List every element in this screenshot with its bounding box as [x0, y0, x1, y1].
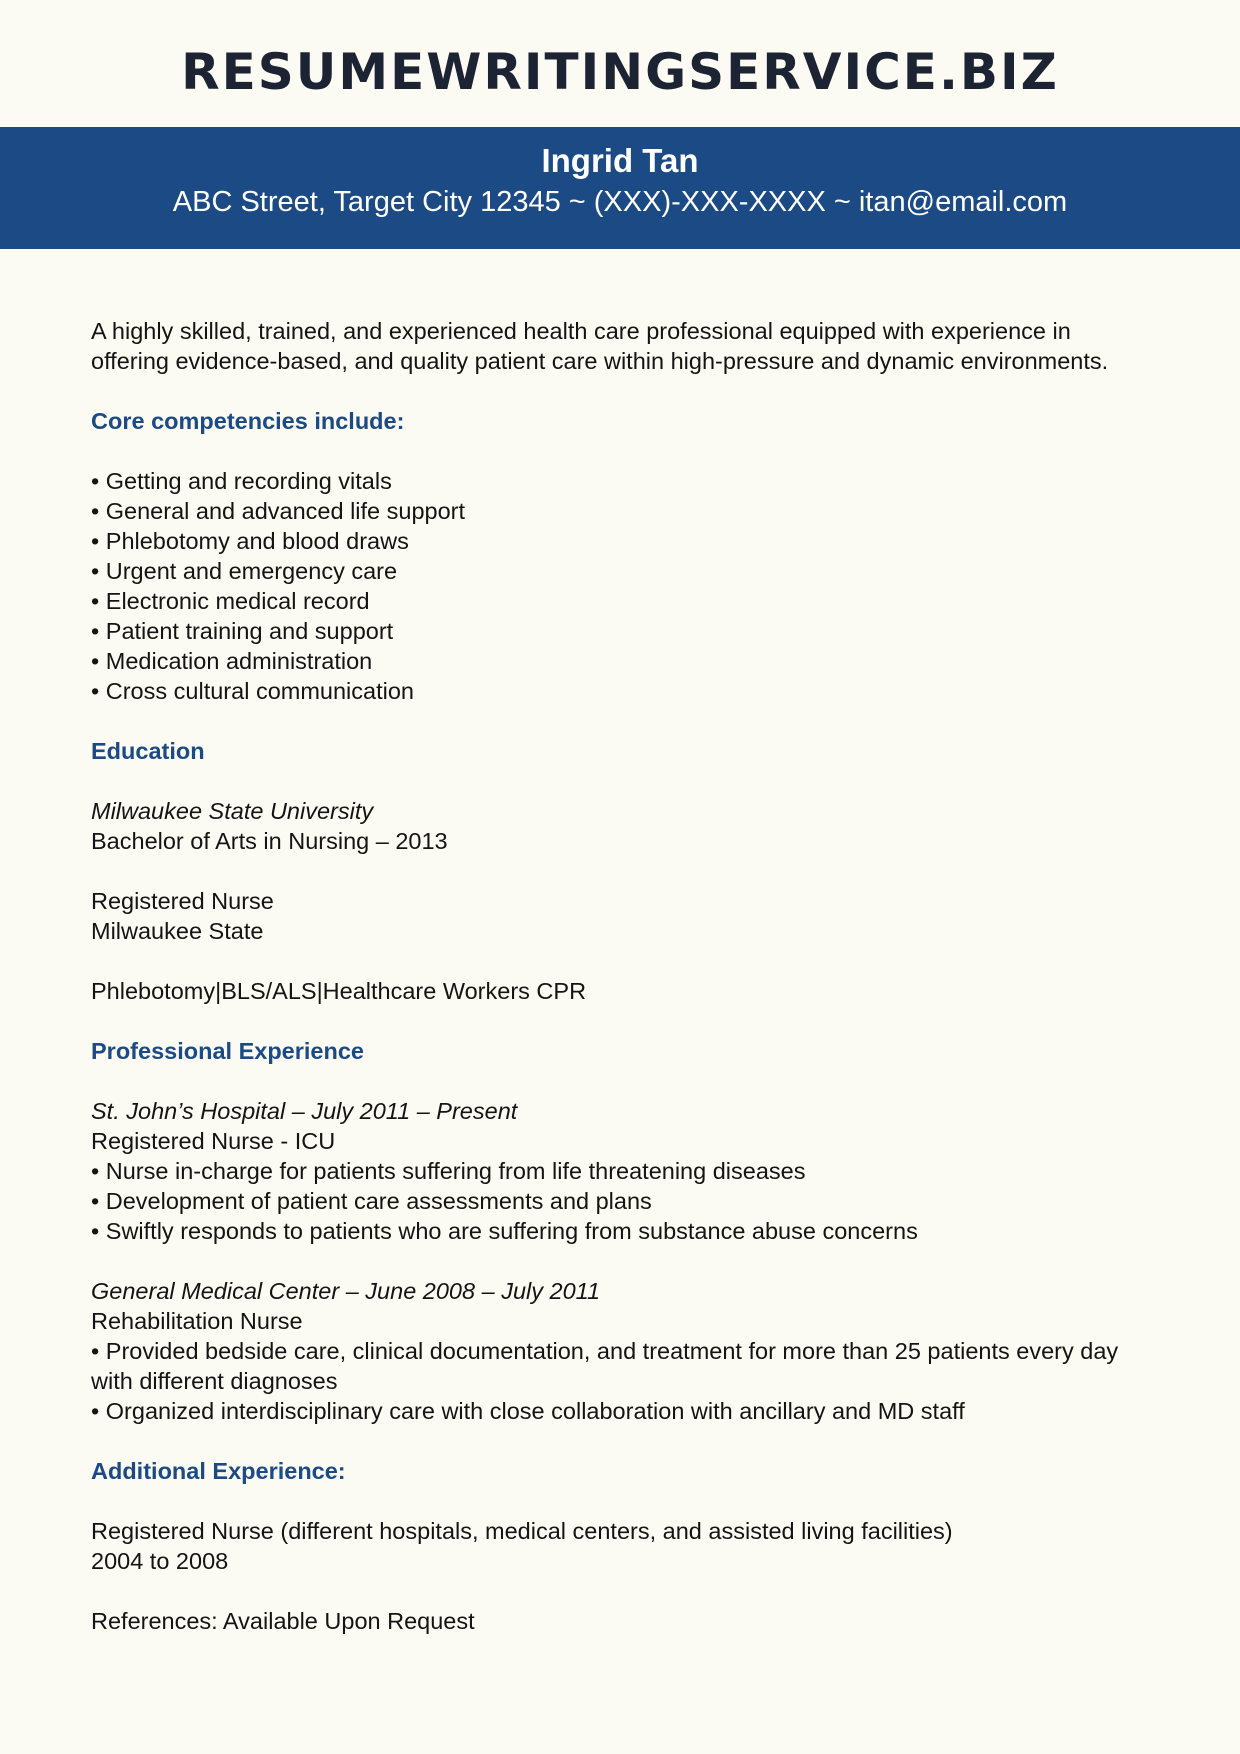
list-item: • Getting and recording vitals [91, 466, 1151, 496]
resume-body [91, 316, 1151, 1636]
competencies-list [91, 466, 1151, 706]
list-item: • Swiftly responds to patients who are suffering from substance abuse concerns [91, 1216, 1151, 1246]
education-certifications: Phlebotomy|BLS/ALS|Healthcare Workers CPR [91, 978, 587, 1004]
list-item: • Organized interdisciplinary care with close collaboration with ancillary and MD staff [91, 1396, 1151, 1426]
job-duties-list [91, 1156, 1151, 1246]
job-duties-list [91, 1336, 1151, 1426]
education-heading: Education [91, 738, 205, 764]
additional-years: 2004 to 2008 [91, 1548, 229, 1574]
education-degree: Bachelor of Arts in Nursing – 2013 [91, 828, 448, 854]
list-item: • Development of patient care assessments and plans [91, 1186, 1151, 1216]
list-item: • Electronic medical record [91, 586, 1151, 616]
list-item: • Phlebotomy and blood draws [91, 526, 1151, 556]
additional-heading: Additional Experience: [91, 1458, 346, 1484]
list-item: • Provided bedside care, clinical documentation, and treatment for more than 25 patients every day with different diagnoses [91, 1336, 1151, 1396]
list-item: • Cross cultural communication [91, 676, 1151, 706]
brand-logo-text: RESUMEWRITINGSERVICE.BIZ [181, 43, 1059, 101]
candidate-name: Ingrid Tan [541, 142, 699, 179]
education-license-place: Milwaukee State [91, 918, 264, 944]
list-item: • Patient training and support [91, 616, 1151, 646]
list-item: • Urgent and emergency care [91, 556, 1151, 586]
experience-heading: Professional Experience [91, 1038, 364, 1064]
education-school: Milwaukee State University [91, 798, 374, 824]
competencies-heading: Core competencies include: [91, 408, 405, 434]
education-license: Registered Nurse [91, 888, 274, 914]
job-employer-dates: St. John’s Hospital – July 2011 – Present [91, 1098, 518, 1124]
list-item: • General and advanced life support [91, 496, 1151, 526]
resume-header [0, 127, 1240, 249]
list-item: • Nurse in-charge for patients suffering from life threatening diseases [91, 1156, 1151, 1186]
job-title: Registered Nurse - ICU [91, 1128, 336, 1154]
additional-role: Registered Nurse (different hospitals, medical centers, and assisted living facilities) [91, 1518, 953, 1544]
references-line: References: Available Upon Request [91, 1608, 475, 1634]
summary-paragraph: A highly skilled, trained, and experienced health care professional equipped with experience in offering evidence-based, and quality patient care within high-pressure and dynamic environments. [91, 318, 1109, 374]
job-title: Rehabilitation Nurse [91, 1308, 303, 1334]
job-employer-dates: General Medical Center – June 2008 – July 2011 [91, 1278, 601, 1304]
list-item: • Medication administration [91, 646, 1151, 676]
contact-info: ABC Street, Target City 12345 ~ (XXX)-XXX-XXXX ~ itan@email.com [172, 186, 1068, 218]
